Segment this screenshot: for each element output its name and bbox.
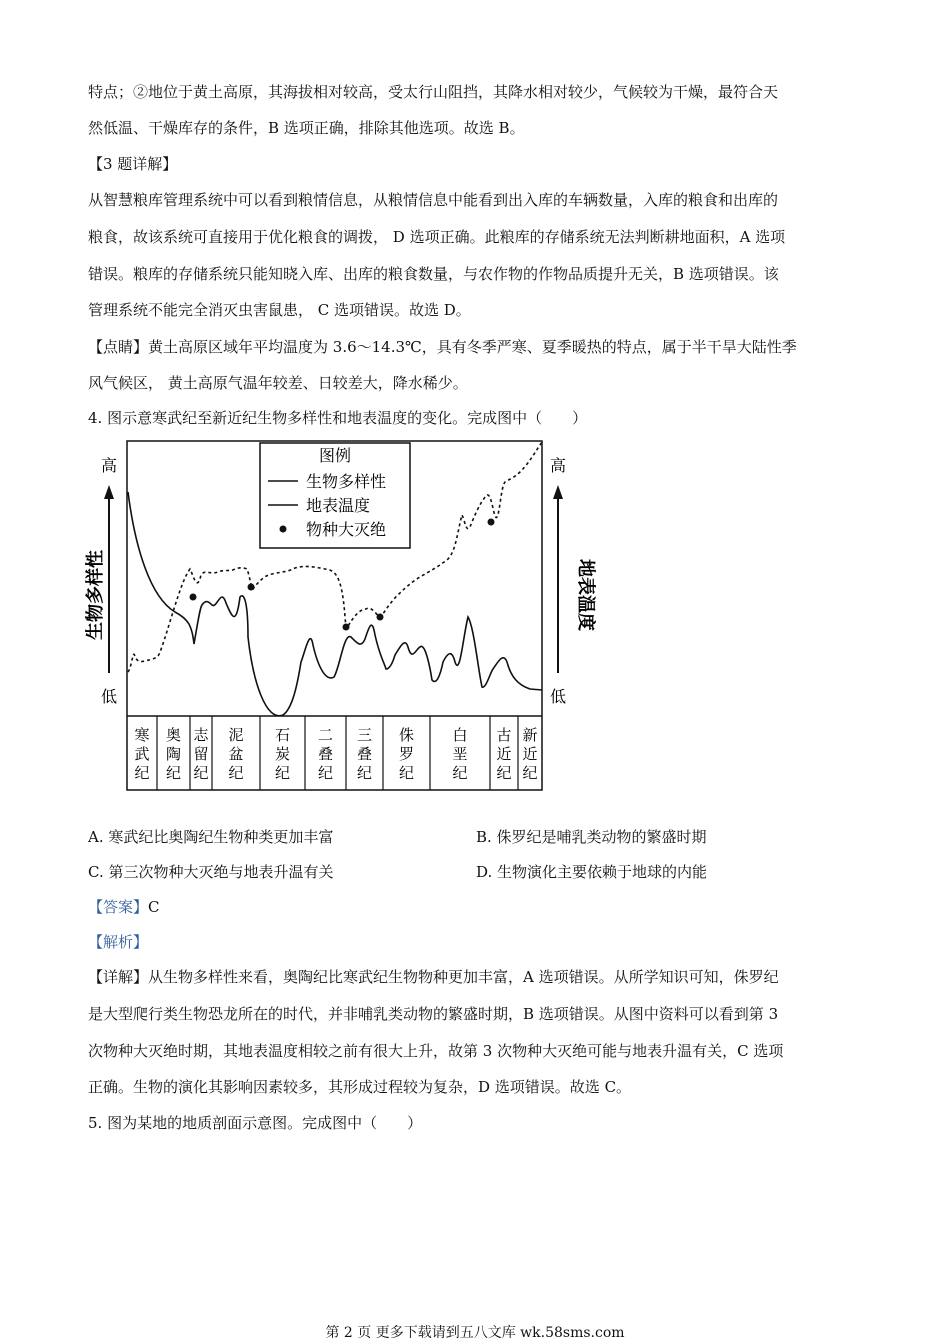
option-c: C. 第三次物种大灭绝与地表升温有关: [88, 863, 334, 881]
detail-line: [88, 967, 868, 987]
text-line: 【点睛】黄土高原区域年平均温度为 3.6～14.3℃，具有冬季严寒、夏季暖热的特点，属于半干旱大陆性季: [88, 338, 797, 356]
left-axis-high: 高: [100, 456, 118, 475]
detail-line: 是大型爬行类生物恐龙所在的时代，并非哺乳类动物的繁盛时期，B 选项错误。从图中资料可以看到第 3: [88, 1005, 779, 1023]
period-label: 泥盆纪: [228, 726, 244, 782]
right-axis-low: 低: [549, 687, 567, 706]
page-footer: 第 2 页 更多下载请到五八文库 wk.58sms.com: [325, 1325, 625, 1341]
period-label: 三叠纪: [356, 726, 373, 782]
text-line: 风气候区， 黄土高原气温年较差、日较差大，降水稀少。: [88, 374, 468, 392]
period-label: 志留纪: [193, 726, 209, 782]
period-label: 奥陶纪: [165, 726, 182, 782]
text-line: 管理系统不能完全消灭虫害鼠患， C 选项错误。故选 D。: [88, 301, 471, 319]
right-axis-high: 高: [549, 456, 567, 475]
legend-label-temperature: 地表温度: [306, 496, 371, 515]
left-axis-arrowhead: [104, 485, 114, 499]
text-line: 错误。粮库的存储系统只能知晓入库、出库的粮食数量，与农作物的作物品质提升无关，B 选项错误。该: [88, 265, 779, 283]
period-label: 古近纪: [496, 726, 512, 782]
extinction-point-5: [488, 519, 495, 526]
legend-dot-extinction: [280, 526, 287, 533]
period-label: 新近纪: [522, 726, 538, 782]
text-line: 从智慧粮库管理系统中可以看到粮情信息，从粮情信息中能看到出入库的车辆数量，入库的粮食和出库的: [88, 191, 779, 209]
right-axis-arrowhead: [553, 485, 563, 499]
period-label: 侏罗纪: [398, 726, 415, 782]
question-4-stem: 4. 图示意寒武纪至新近纪生物多样性和地表温度的变化。完成图中（ ）: [88, 409, 588, 427]
period-label: 二叠纪: [317, 726, 334, 782]
period-label: 白垩纪: [452, 726, 468, 782]
option-a: A. 寒武纪比奥陶纪生物种类更加丰富: [88, 828, 334, 846]
question-5-stem: 5. 图为某地的地质剖面示意图。完成图中（ ）: [88, 1114, 423, 1132]
section-heading: 【3 题详解】: [88, 155, 178, 173]
right-axis-title: 地表温度: [575, 559, 596, 631]
period-label: 石炭纪: [274, 726, 291, 782]
option-d: D. 生物演化主要依赖于地球的内能: [476, 863, 708, 881]
analysis-label: 【解析】: [88, 933, 149, 951]
detail-label: 【详解】: [88, 968, 149, 986]
text-line: 然低温、干燥库存的条件，B 选项正确，排除其他选项。故选 B。: [88, 119, 525, 137]
detail-line: 次物种大灭绝时期，其地表温度相较之前有很大上升，故第 3 次物种大灭绝可能与地表升温有关，C 选项: [88, 1042, 784, 1060]
left-axis-low: 低: [100, 687, 118, 706]
text-line: 粮食，故该系统可直接用于优化粮食的调拨， D 选项正确。此粮库的存储系统无法判断耕地面积，A 选项: [88, 228, 786, 246]
answer-line: [88, 897, 868, 917]
period-labels: [134, 726, 537, 782]
extinction-point-4: [377, 614, 384, 621]
legend-label-biodiversity: 生物多样性: [306, 472, 387, 491]
legend-title: 图例: [318, 446, 352, 465]
extinction-point-1: [190, 594, 197, 601]
biodiversity-temperature-chart: [85, 437, 596, 797]
answer-value: C: [148, 898, 160, 916]
left-axis-title: 生物多样性: [85, 550, 106, 640]
detail-text: 从生物多样性来看，奥陶纪比寒武纪生物物种更加丰富，A 选项错误。从所学知识可知，侏罗纪: [148, 968, 779, 986]
answer-label: 【答案】: [88, 898, 149, 916]
legend-label-extinction: 物种大灭绝: [306, 520, 387, 539]
text-line: 特点；②地位于黄土高原，其海拔相对较高，受太行山阻挡，其降水相对较少，气候较为干燥，最符合天: [88, 83, 779, 101]
extinction-point-3: [343, 624, 350, 631]
period-label: 寒武纪: [134, 726, 150, 782]
detail-line: 正确。生物的演化其影响因素较多，其形成过程较为复杂，D 选项错误。故选 C。: [88, 1078, 632, 1096]
extinction-point-2: [248, 584, 255, 591]
option-b: B. 侏罗纪是哺乳类动物的繁盛时期: [476, 828, 707, 846]
